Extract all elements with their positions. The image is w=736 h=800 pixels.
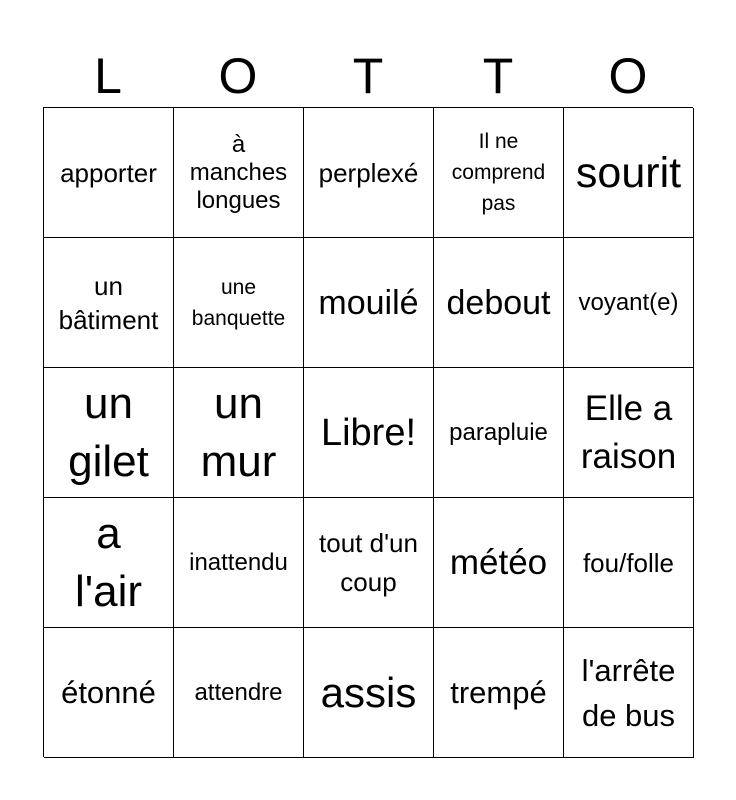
cell-r1-c3[interactable]	[434, 238, 564, 368]
cell-text: voyant(e)	[578, 288, 679, 316]
cell-r0-c2[interactable]	[304, 108, 434, 238]
title-letter-o-2: O	[608, 48, 648, 104]
cell-text: l'arrête de bus	[581, 652, 676, 733]
cell-r0-c1[interactable]	[174, 108, 304, 238]
title-letter-t: T	[352, 48, 384, 104]
cell-r2-c0[interactable]	[44, 368, 174, 498]
cell-text: parapluie	[449, 418, 548, 446]
title-letter-o: O	[218, 48, 258, 104]
cell-text: sourit	[575, 148, 682, 197]
cell-text: Elle a raison	[580, 388, 677, 476]
cell-text: à manches longues	[189, 130, 288, 214]
cell-r2-c2[interactable]	[304, 368, 434, 498]
cell-r3-c3[interactable]	[434, 498, 564, 628]
cell-text: une banquette	[191, 275, 286, 330]
cell-text: assis	[320, 668, 417, 716]
cell-r1-c4[interactable]	[564, 238, 694, 368]
cell-r3-c1[interactable]	[174, 498, 304, 628]
cell-text: Libre!	[320, 411, 417, 454]
cell-r1-c2[interactable]	[304, 238, 434, 368]
cell-r3-c0[interactable]	[44, 498, 174, 628]
cell-text: un bâtiment	[58, 270, 159, 335]
cell-text: inattendu	[189, 548, 288, 576]
cell-text: debout	[446, 283, 551, 322]
cell-r4-c4[interactable]	[564, 628, 694, 758]
title-letter-t-2: T	[482, 48, 514, 104]
cell-r4-c2[interactable]	[304, 628, 434, 758]
lotto-title	[43, 46, 693, 106]
cell-r0-c0[interactable]	[44, 108, 174, 238]
cell-r1-c1[interactable]	[174, 238, 304, 368]
cell-text: étonné	[61, 674, 156, 710]
cell-text: fou/folle	[582, 547, 675, 578]
cell-text: un mur	[200, 378, 277, 486]
cell-r1-c0[interactable]	[44, 238, 174, 368]
cell-text: tout d'un coup	[319, 527, 418, 597]
cell-text: apporter	[60, 157, 157, 188]
cell-text: mouilé	[318, 283, 419, 322]
cell-r2-c1[interactable]	[174, 368, 304, 498]
title-letter-l: L	[94, 48, 122, 104]
cell-r3-c4[interactable]	[564, 498, 694, 628]
cell-text: météo	[449, 542, 548, 582]
cell-text: attendre	[194, 678, 283, 706]
cell-text: trempé	[450, 674, 547, 710]
lotto-board	[43, 107, 693, 757]
cell-text: un gilet	[68, 378, 149, 486]
cell-text: perplexé	[318, 157, 419, 188]
cell-r4-c0[interactable]	[44, 628, 174, 758]
cell-r0-c4[interactable]	[564, 108, 694, 238]
cell-text: Il ne comprend pas	[451, 130, 546, 215]
cell-r4-c3[interactable]	[434, 628, 564, 758]
cell-r2-c3[interactable]	[434, 368, 564, 498]
cell-text: a l'air	[74, 508, 143, 616]
cell-r3-c2[interactable]	[304, 498, 434, 628]
cell-r0-c3[interactable]	[434, 108, 564, 238]
cell-r4-c1[interactable]	[174, 628, 304, 758]
cell-r2-c4[interactable]	[564, 368, 694, 498]
